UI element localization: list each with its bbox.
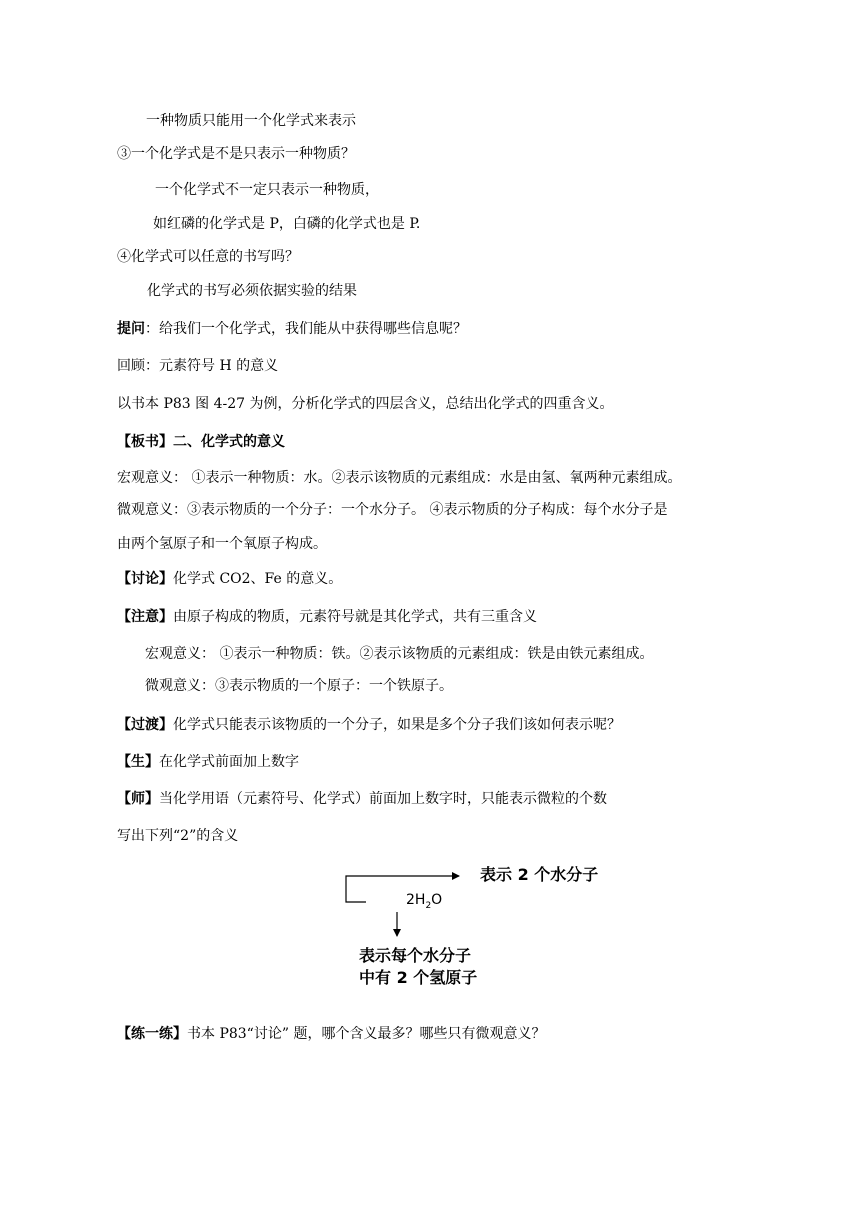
formula-2h2o (406, 892, 442, 911)
section-tag: 【讨论】 (117, 571, 173, 587)
text-line: 如红磷的化学式是 P，白磷的化学式也是 P. (153, 216, 421, 232)
section-tag: 【过渡】 (117, 717, 173, 733)
micro-meaning: 微观意义：③表示物质的一个分子：一个水分子。 ④表示物质的分子构成：每个水分子是 (117, 502, 668, 518)
section-text: 化学式 CO2、Fe 的意义。 (173, 571, 343, 587)
section-text: ：给我们一个化学式，我们能从中获得哪些信息呢？ (145, 321, 467, 337)
section-text: 在化学式前面加上数字 (159, 754, 299, 770)
section-text: 当化学用语（元素符号、化学式）前面加上数字时，只能表示微粒的个数 (159, 791, 607, 807)
section-tag: 【练一练】 (117, 1026, 187, 1042)
diagram-bottom-label-2: 中有 2 个氢原子 (359, 968, 478, 987)
micro-meaning: 微观意义：③表示物质的一个原子：一个铁原子。 (145, 678, 453, 694)
practice-line (117, 1025, 545, 1043)
text-line: 一个化学式不一定只表示一种物质， (155, 182, 379, 198)
macro-meaning: 宏观意义： ①表示一种物质：铁。②表示该物质的元素组成：铁是由铁元素组成。 (145, 646, 654, 662)
section-tag: 【注意】 (117, 609, 173, 625)
section-text: 由原子构成的物质，元素符号就是其化学式，共有三重含义 (173, 609, 537, 625)
board-heading: 【板书】二、化学式的意义 (117, 434, 285, 450)
section-text: 书本 P83“讨论” 题，哪个含义最多？哪些只有微观意义？ (187, 1026, 546, 1042)
text-line: 一种物质只能用一个化学式来表示 (146, 113, 356, 129)
section-tag: 提问 (117, 321, 145, 337)
formula-part: 2H (406, 892, 426, 908)
text-line: 化学式的书写必须依据实验的结果 (147, 283, 357, 299)
section-text: 化学式只能表示该物质的一个分子，如果是多个分子我们该如何表示呢？ (173, 717, 621, 733)
diagram-bottom-label-1: 表示每个水分子 (359, 946, 472, 965)
question-3: ③一个化学式是不是只表示一种物质？ (117, 146, 355, 162)
text-line: 由两个氢原子和一个氧原子构成。 (117, 536, 327, 552)
section-tag: 【师】 (117, 791, 159, 807)
macro-meaning: 宏观意义： ①表示一种物质：水。②表示该物质的元素组成：水是由氢、氧两种元素组成。 (117, 470, 682, 486)
text-line: 写出下列“2”的含义 (117, 828, 239, 844)
formula-subscript: 2 (425, 900, 432, 911)
section-tag: 【生】 (117, 754, 159, 770)
diagram-top-label: 表示 2 个水分子 (480, 865, 599, 884)
text-line: 以书本 P83 图 4-27 为例，分析化学式的四层含义，总结出化学式的四重含义。 (117, 396, 614, 412)
question-4: ④化学式可以任意的书写吗？ (117, 249, 299, 265)
formula-part: O (431, 892, 443, 908)
text-line: 回顾：元素符号 H 的意义 (117, 358, 279, 374)
